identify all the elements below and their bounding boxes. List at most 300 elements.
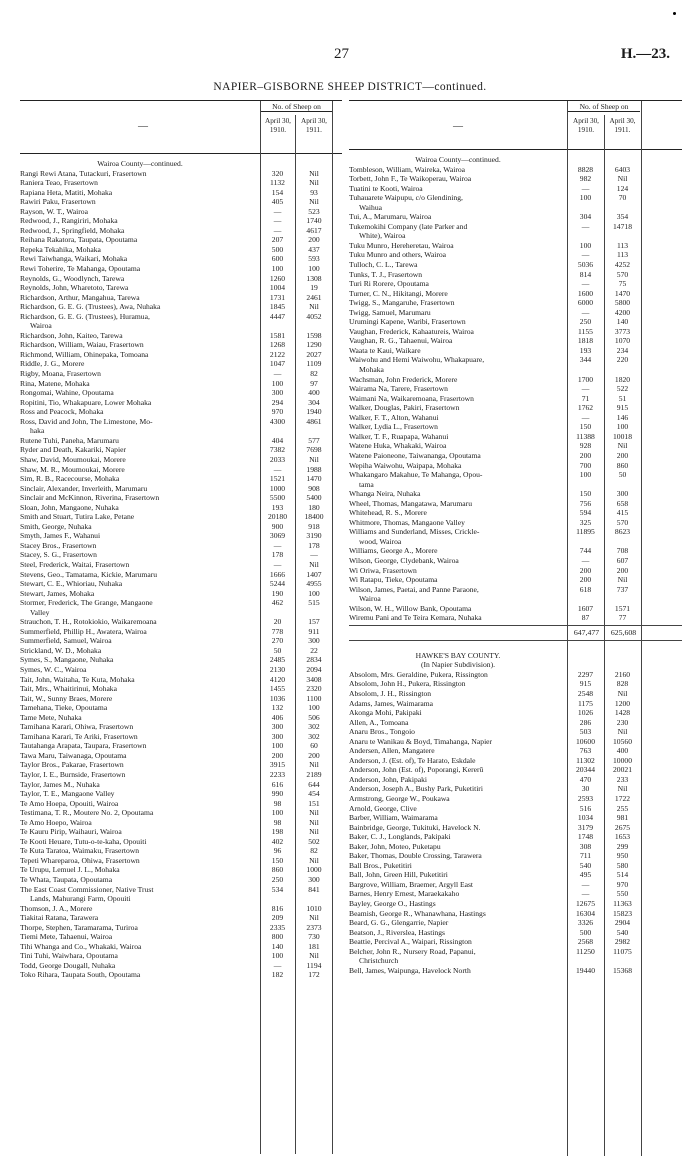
left-table-body [20,154,342,980]
owner-name: Sinclair, Alexander, Inverleith, Marumaru [20,483,148,493]
table-row [349,737,682,747]
owner-name: Smith and Stuart, Tutira Lake, Petane [20,512,135,522]
sheep-1911: Nil [617,727,628,737]
sheep-1911: 841 [308,884,320,894]
sheep-1910: 3069 [269,531,286,541]
owner-name: Whitmore, Thomas, Mangaone Valley [349,517,465,527]
sheep-1911: 233 [616,774,629,784]
sheep-1910: 534 [271,884,284,894]
owner-name: Vaughan, Frederick, Kahaatureis, Wairoa [349,326,474,336]
sheep-1910: 209 [271,913,284,923]
sheep-1910: 1047 [269,359,286,369]
table-row [349,718,682,728]
sheep-1911: 1200 [614,698,631,708]
sheep-1911: 658 [616,498,629,508]
owner-name: Torbett, John F., Te Waikoperau, Wairoa [349,174,472,184]
table-row [20,894,342,904]
sheep-1911: 82 [310,369,318,379]
sheep-1910: 763 [579,746,592,756]
sheep-1911: 454 [308,789,320,799]
table-row [20,465,342,475]
sheep-1910: 11250 [576,946,595,956]
table-row [349,566,682,576]
sheep-1910: 150 [271,855,284,865]
owner-name: Waata te Kaui, Waikare [349,345,421,355]
sheep-1910: — [581,384,590,394]
table-row [349,813,682,823]
table-row [20,665,342,675]
sheep-1910: 1700 [577,374,594,384]
sheep-1910: 71 [581,393,590,403]
sheep-1911: 918 [308,521,320,531]
table-row [20,751,342,761]
owner-name: Reynolds, G., Woodlynch, Tarewa [20,273,125,283]
sheep-1910: — [273,206,282,216]
owner-name: Tawa Maru, Taiwanaga, Opoutama [20,750,127,760]
table-row [20,436,342,446]
sheep-1910: 4447 [269,311,286,321]
sheep-1911: 151 [308,798,320,808]
sheep-1910: 200 [579,450,592,460]
sheep-1910: 814 [579,269,592,279]
owner-name: The East Coast Commissioner, Native Trust [20,884,154,894]
sheep-1911: 737 [616,584,629,594]
sheep-1911: 514 [616,870,629,880]
owner-name: Taylor, I. E., Burnside, Frasertown [20,770,126,779]
sheep-1911: 540 [616,927,629,937]
owner-name: Shaw, David, Moumoukai, Morere [20,454,126,464]
sheep-1911: 915 [616,403,629,413]
sheep-1910: 990 [271,789,284,799]
sheep-1911: 11075 [613,946,632,956]
owner-name: Belcher, John R., Nursery Road, Papanui, [349,946,476,956]
sheep-1910: 1260 [269,273,286,283]
table-row [349,861,682,871]
owner-name: Te Whata, Taupata, Opoutama [20,875,113,885]
table-row [349,327,682,337]
sheep-1911: 1988 [306,464,322,474]
sheep-1910: 406 [271,712,284,722]
owner-name: Rayson, W. T., Wairoa [20,206,88,216]
sheep-1911: Nil [617,688,628,698]
table-row [349,461,682,471]
sheep-1911: 234 [616,345,629,355]
sheep-1910: 193 [271,502,284,512]
section-subheading-napier: (In Napier Subdivision). [420,660,496,670]
owner-name: Vaughan, R. G., Tahaenui, Wairoa [349,336,453,346]
sheep-1910: 308 [579,841,592,851]
owner-name: Arnold, George, Clive [349,803,417,813]
sheep-1910: — [581,555,590,565]
owner-name: Taylor, James M., Nuhaka [20,779,100,789]
table-row [20,694,342,704]
sheep-1910: 294 [271,397,284,407]
owner-name: Andersen, Allen, Mangatere [349,746,435,756]
owner-name: Barber, William, Waimarama [349,813,438,823]
sheep-1910: 2122 [269,349,286,359]
owner-name: Te Amo Hoepa, Opouiti, Wairoa [20,798,119,808]
sheep-1910: 154 [271,187,284,197]
sheep-1910: — [273,225,282,235]
owner-name: Tamehana, Tieke, Opoutama [20,703,108,713]
sheep-1911: 100 [308,703,320,713]
owner-name: Tuku Munro and others, Wairoa [349,250,447,260]
sheep-1911: Nil [309,951,319,961]
left-table-header [20,100,342,154]
sheep-1911: 6403 [614,164,631,174]
sheep-1911: 10560 [613,736,632,746]
sheep-1910: 540 [579,860,592,870]
owner-name: Tui, A., Marumaru, Wairoa [349,212,432,222]
sheep-1911: 400 [308,388,320,398]
table-row [349,956,682,966]
sheep-1910: 286 [579,717,592,727]
owner-name: Ryder and Death, Kakariki, Napier [20,445,126,455]
wairoa-totals-row [349,625,682,641]
owner-name: Richardson, G. E. G. (Trustees), Huramua, [20,311,150,321]
sheep-1911: 22 [310,645,318,655]
table-row [349,212,682,222]
owner-name: Strickland, W. D., Mohaka [20,645,102,655]
name-column-header: — [453,121,463,132]
table-row [20,474,342,484]
sheep-1911: 570 [616,517,629,527]
sheep-1910: 1036 [269,693,286,703]
sheep-1910: 20 [273,617,282,627]
sheep-1911: Nil [309,197,319,207]
sheep-1911: 1598 [306,330,322,340]
sheep-1911: Nil [617,575,628,585]
owner-name: Thomson, J. A., Morere [20,903,93,913]
owner-name: Tukemokihi Company (late Parker and [349,221,468,231]
table-row [20,264,342,274]
sheep-1910: 2485 [269,655,286,665]
owner-name: Anderson, John (Est. of), Poporangi, Kererū [349,765,484,775]
owner-name: Taylor, T. E., Mangaone Valley [20,789,115,799]
sheep-1911: 100 [616,422,629,432]
section-heading-wairoa-left: Wairoa County—continued. [97,159,183,168]
table-row [349,384,682,394]
table-row [349,193,682,203]
sheep-1911: 100 [308,264,320,274]
sheep-1910: 30 [581,784,590,794]
sheep-1911: Nil [309,168,319,178]
sheep-1911: 708 [616,546,629,556]
owner-name: Christchurch [359,956,399,966]
table-row [349,889,682,899]
sheep-1911: 577 [308,435,320,445]
owner-name: Tamihana Karari, Ohiwa, Frasertown [20,722,134,732]
hawkes-bay-rows [349,670,682,976]
table-row [349,756,682,766]
owner-name: Redwood, J., Rangiriri, Mohaka [20,216,118,226]
sheep-1910: 98 [273,817,282,827]
sheep-1910: 11388 [576,431,595,441]
owner-name: Bell, James, Waipunga, Havelock North [349,965,471,975]
sheep-1910: 87 [581,613,590,623]
sheep-1911: 911 [308,626,320,636]
sheep-1911: 300 [308,636,320,646]
sheep-1911: 1100 [306,693,322,703]
sheep-1911: 4052 [306,311,322,321]
sheep-1911: 5800 [614,298,631,308]
sheep-1911: 113 [616,250,629,260]
sheep-1911: 180 [308,502,320,512]
sheep-1911: 200 [308,235,320,245]
table-row [20,254,342,264]
table-row [20,245,342,255]
sheep-1910: 2593 [577,794,594,803]
owner-name: Smyth, James F., Wahanui [20,531,101,541]
sheep-1911: 1010 [306,903,322,913]
sheep-1911: 51 [618,393,627,403]
sheep-1911: 97 [310,378,318,388]
sheep-1911: Nil [309,913,319,923]
owner-name: Tiemi Mete, Tahaenui, Wairoa [20,932,113,942]
sheep-1910: 1845 [269,302,286,312]
table-row [349,413,682,423]
owner-name: Thorpe, Stephen, Taramarama, Turiroa [20,922,138,932]
table-row [20,799,342,809]
sheep-1911: 4200 [614,307,631,317]
table-row [20,646,342,656]
table-row [349,422,682,432]
owner-name: Stormer, Frederick, The Grange, Mangaone [20,598,153,608]
owner-name: Wilson, George, Clydebank, Wairoa [349,555,459,565]
sheep-1910: 11302 [576,755,595,765]
owner-name: Adams, James, Waimarama [349,698,434,708]
table-row [20,913,342,923]
owner-name: Wilson, W. H., Willow Bank, Opoutama [349,603,472,613]
owner-name: haka [30,426,45,436]
owner-name: Tepeti Whareparoa, Ohiwa, Frasertown [20,855,140,865]
owner-name: Absolom, J. H., Rissington [349,688,432,698]
sheep-1910: 304 [579,212,592,222]
owner-name: Richardson, John, Kaiteo, Tarewa [20,330,123,340]
sheep-1911: 607 [616,555,629,565]
sheep-1911: 2982 [614,937,631,947]
sheep-1910: 700 [579,460,592,470]
sheep-1911: 580 [616,860,629,870]
owner-name: Walker, F. T., Alton, Wahanui [349,412,439,422]
sheep-1911: 299 [616,841,629,851]
table-row [349,851,682,861]
owner-name: Taylor Bros., Pakarae, Frasertown [20,760,124,770]
owner-name: Te Kauru Pirip, Waihauri, Wairoa [20,827,122,837]
sheep-1910: 344 [579,355,592,365]
left-table [20,100,342,980]
sheep-1910: 16304 [576,908,595,918]
year-1911-header: April 30, 1911. [609,117,636,134]
owner-name: Wi Oriwa, Frasertown [349,565,417,575]
table-row [349,613,682,623]
sheep-1911: Nil [617,784,628,794]
owner-name: Tait, W., Sunny Braes, Morere [20,693,113,703]
sheep-1910: 250 [271,875,284,885]
sheep-1911: 4861 [306,416,322,426]
table-row [20,770,342,780]
table-row [20,818,342,828]
table-row [349,375,682,385]
column-divider [567,101,568,149]
table-row [349,880,682,890]
sheep-1910: 98 [273,798,282,808]
table-row [349,765,682,775]
owner-name: Summerfield, Samuel, Wairoa [20,636,112,646]
sheep-1911: 300 [616,489,629,499]
owner-name: Te Kooti Heuare, Tutu-o-te-kaha, Opouiti [20,836,147,846]
owner-name: Wiremu Pani and Te Teira Kemara, Nuhaka [349,613,482,623]
owner-name: Akonga Mohi, Pakipaki [349,708,422,718]
sheep-1911: 502 [308,836,320,846]
table-row [349,679,682,689]
sheep-1910: 5244 [269,579,286,589]
owner-name: Rutene Tuhi, Paneha, Marumaru [20,435,119,445]
table-row [20,178,342,188]
sheep-1911: 113 [616,240,629,250]
table-row [20,369,342,379]
table-row [349,222,682,232]
sheep-1911: 2461 [306,292,322,302]
page-header [0,46,700,68]
sheep-1910: 5500 [269,493,286,503]
table-row [20,398,342,408]
table-row [349,794,682,804]
sheep-1911: 304 [308,397,320,407]
sheep-1911: 550 [616,889,629,899]
sheep-1910: 1607 [577,603,594,613]
table-row [349,317,682,327]
table-row [20,655,342,665]
owner-name: Strauchon, T. H., Rotokiokio, Waikaremoana [20,617,157,627]
sheep-1910: 150 [579,489,592,499]
table-row [349,909,682,919]
table-row [349,336,682,346]
sheep-1911: 200 [616,450,629,460]
owner-name: Anaru te Wanikau & Boyd, Timahanga, Napier [349,736,493,746]
sheep-1910: 325 [579,517,592,527]
owner-name: Anderson, Joseph A., Bushy Park, Puketitiri [349,784,483,794]
sheep-1910: 1132 [270,178,285,188]
sheep-1911: 3773 [614,326,631,336]
sheep-1910: 1581 [269,330,286,340]
table-row [20,350,342,360]
owner-name: Todd, George Dougall, Nuhaka [20,960,116,970]
table-row [349,241,682,251]
owner-name: Steel, Frederick, Waitai, Frasertown [20,559,130,569]
sheep-1910: 1666 [269,569,286,579]
table-row [349,546,682,556]
table-row [349,260,682,270]
sheep-1911: 1820 [614,374,631,384]
sheep-1910: 470 [579,774,592,784]
sheep-1910: 405 [271,197,284,207]
table-row [20,951,342,961]
sheep-1911: Nil [309,302,319,312]
column-divider [604,115,605,149]
table-row [349,727,682,737]
owner-name: Stacey Bros., Frasertown [20,540,97,550]
sheep-1911: 400 [616,746,629,756]
sheep-1910: 970 [271,407,284,417]
sheep-1911: Nil [309,808,319,818]
owner-name: Summerfield, Phillip H., Awatera, Wairoa [20,626,147,636]
sheep-1911: 515 [308,598,320,608]
owner-name: Beamish, George R., Whanawhana, Hastings [349,908,486,918]
sheep-1911: 950 [616,851,629,861]
sheep-1910: — [273,960,282,970]
owner-name: Tulloch, C. L., Tarewa [349,260,418,270]
sheep-1911: 200 [616,565,629,575]
table-row [20,445,342,455]
table-row [20,780,342,790]
table-row [20,169,342,179]
table-row [20,426,342,436]
sheep-1910: 6000 [577,298,594,308]
owner-name: Tihi Whanga and Co., Whakaki, Wairoa [20,941,142,951]
sheep-1911: 523 [308,206,320,216]
owner-name: Richardson, G. E. G. (Trustees), Awa, Nuhaka [20,302,161,312]
column-divider [641,148,642,1156]
owner-name: Tini Tuhi, Waiwhara, Opoutama [20,951,118,961]
table-row [349,937,682,947]
sheep-1911: — [310,550,318,560]
owner-name: Redwood, J., Springfield, Mohaka [20,225,125,235]
table-row [20,216,342,226]
sheep-1910: 2568 [577,937,594,947]
table-row [20,293,342,303]
table-row [20,407,342,417]
table-row [20,207,342,217]
sheep-1910: 3915 [269,760,286,770]
sheep-1910: 20180 [268,512,287,522]
owner-name: Valley [30,607,50,617]
table-row [20,885,342,895]
sheep-1910: 178 [271,550,284,560]
sheep-1911: 522 [616,384,629,394]
owner-name: Lands, Mahurangi Farm, Opouiti [30,894,131,904]
owner-name: Repeka Tekahika, Mohaka [20,244,101,254]
column-divider [295,152,296,1154]
sheep-1910: — [273,540,282,550]
sheep-1910: 404 [271,435,284,445]
table-row [20,340,342,350]
table-row [20,379,342,389]
table-row [349,432,682,442]
table-row [349,451,682,461]
sheep-1911: 15368 [613,965,632,975]
table-row [20,274,342,284]
sheep-1910: — [581,879,590,889]
sheep-1911: 146 [616,412,629,422]
sheep-1911: 50 [618,470,627,480]
table-row [349,174,682,184]
table-row [349,575,682,585]
table-row [20,484,342,494]
sheep-1911: 220 [616,355,629,365]
table-row [20,636,342,646]
owner-name: Allen, A., Tomoana [349,717,409,727]
sheep-1910: 1731 [269,292,286,302]
owner-name: Baker, C. J., Longlands, Pakipaki [349,832,451,842]
sheep-1910: 1026 [577,708,594,718]
owner-name: Beattie, Percival A., Waipari, Rissington [349,937,472,947]
sheep-1911: 1571 [614,603,631,613]
sheep-1911: 70 [618,193,627,203]
owner-name: Wairoa [359,594,381,604]
owner-name: Mohaka [359,365,384,375]
sheep-1910: 616 [271,779,284,789]
